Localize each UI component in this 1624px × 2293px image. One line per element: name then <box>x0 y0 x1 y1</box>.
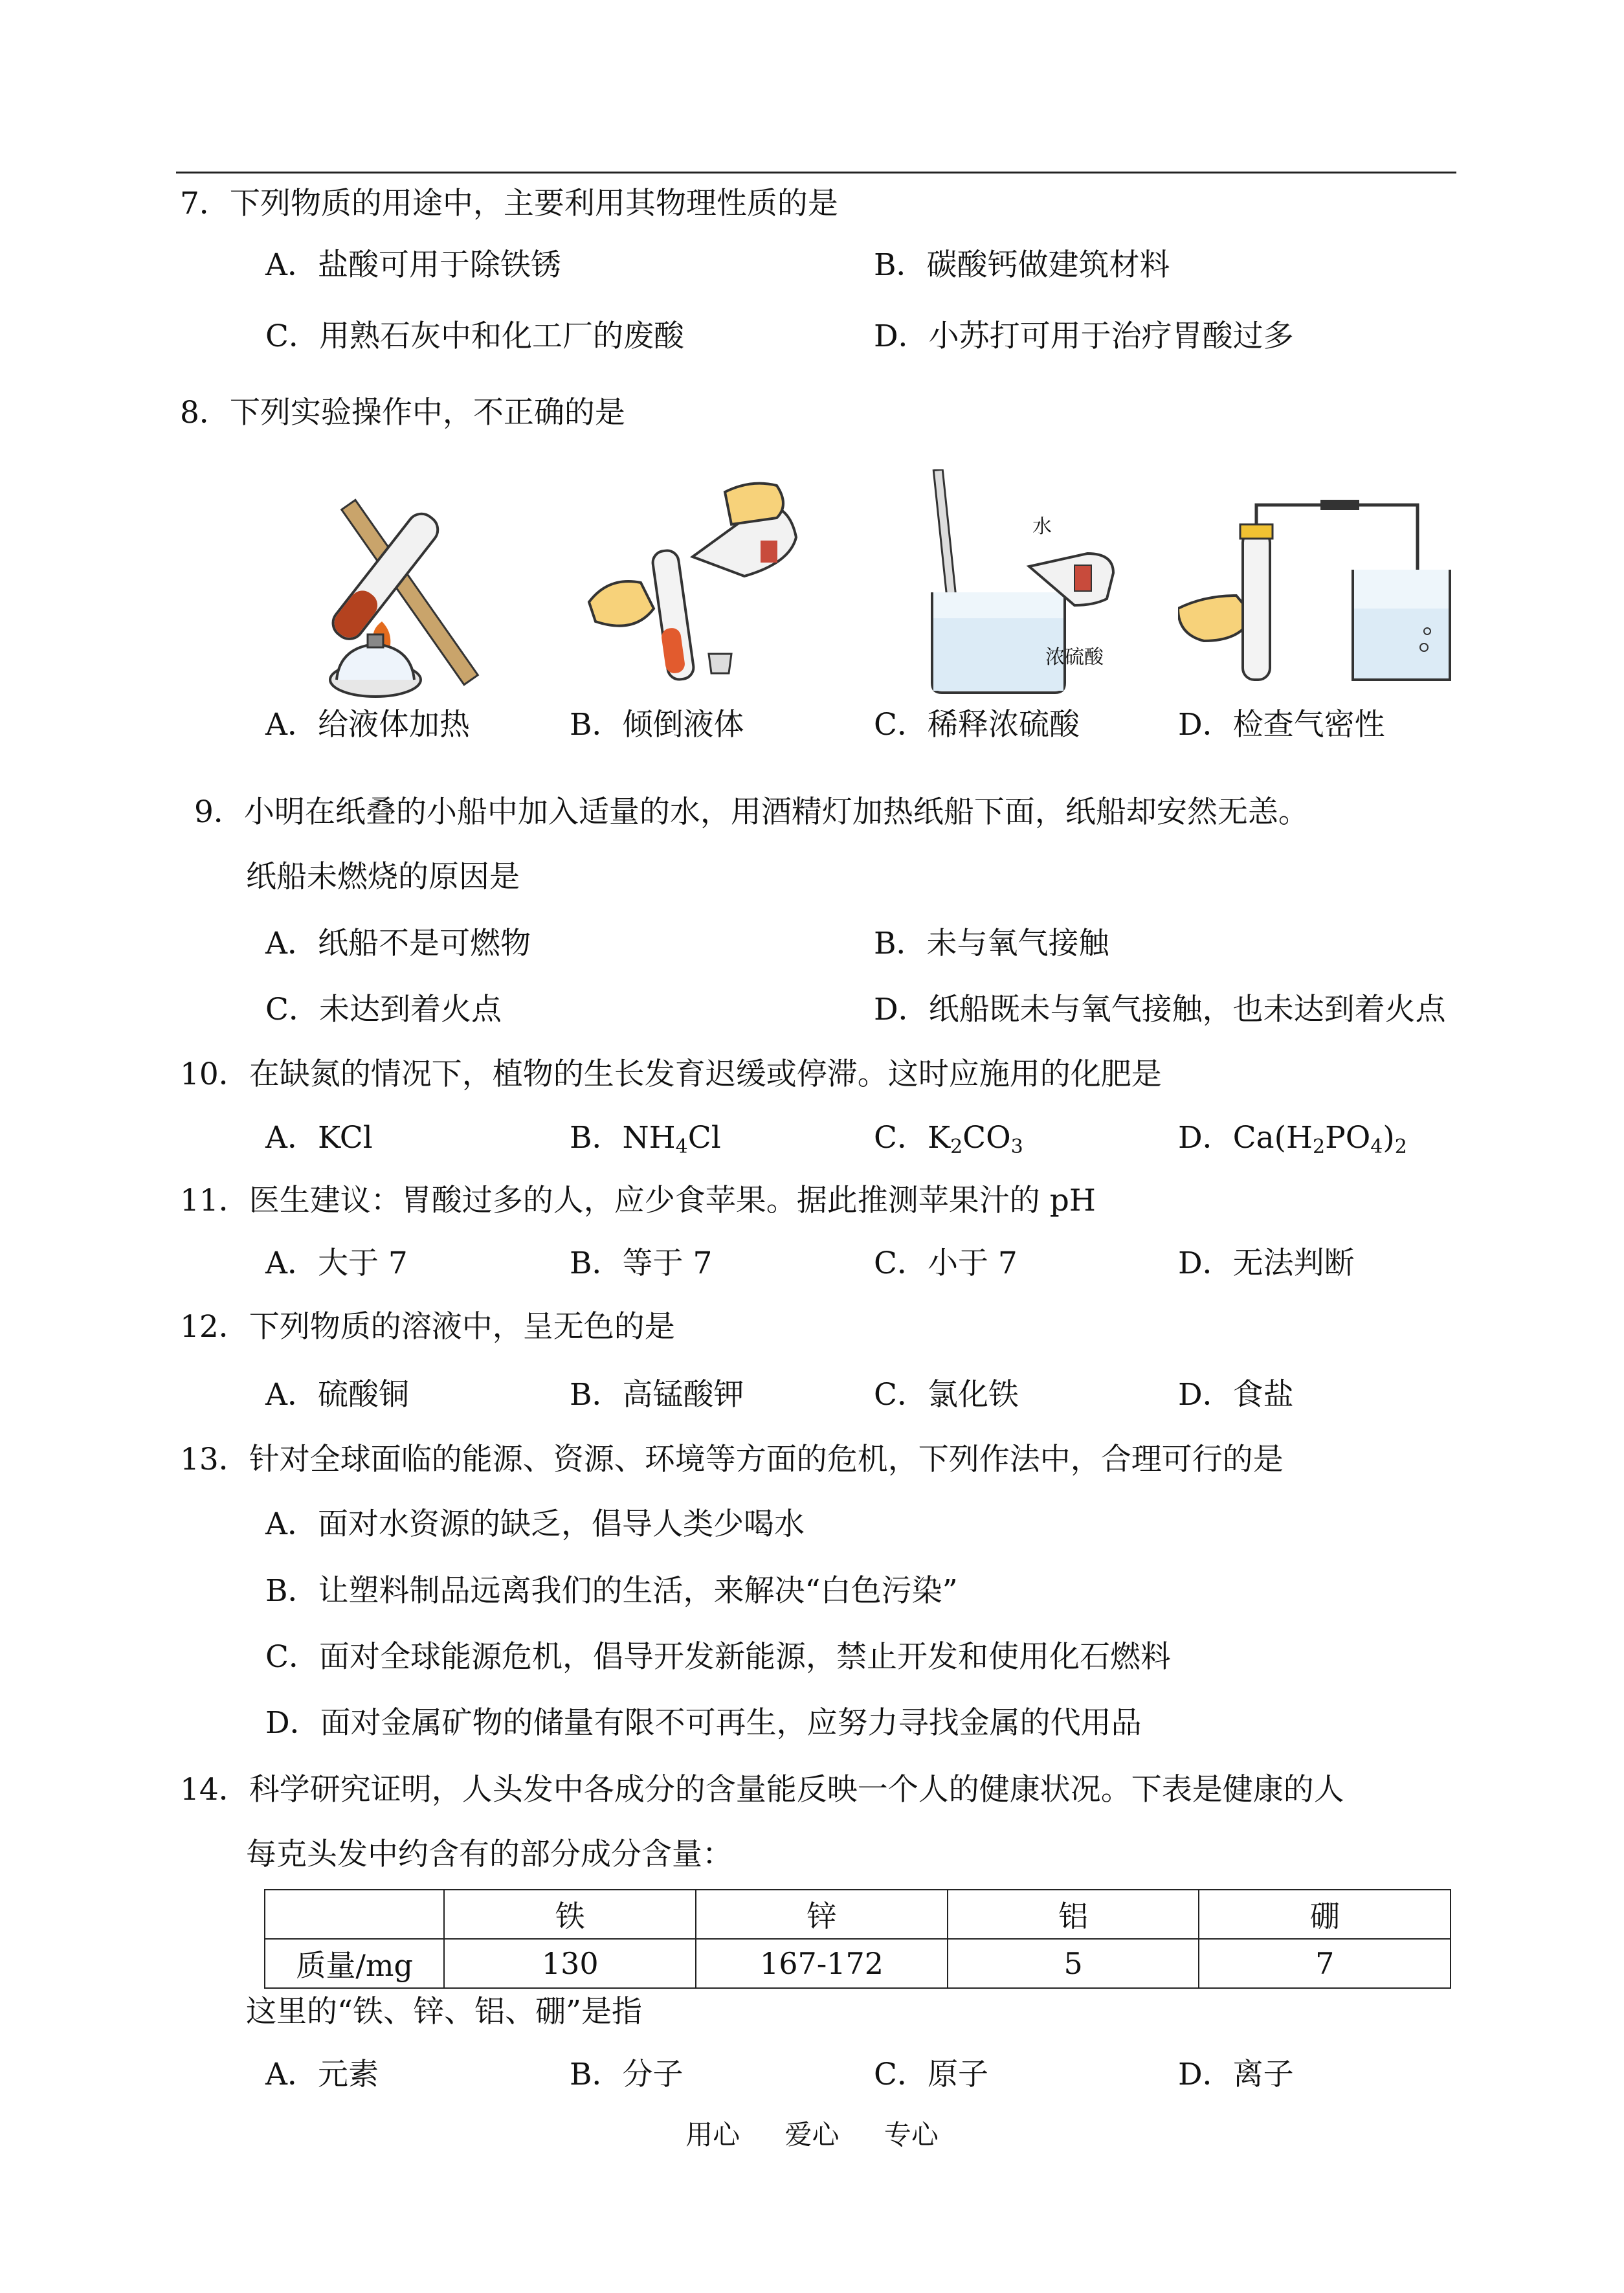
table-cell: 5 <box>948 1939 1199 1988</box>
q12-option-a: A．硫酸铜 <box>265 1377 409 1413</box>
q10-option-a: A．KCl <box>265 1120 373 1156</box>
q12-stem: 12．下列物质的溶液中，呈无色的是 <box>180 1309 675 1345</box>
footer-text: 用心 <box>685 2119 740 2151</box>
q7-option-c: C．用熟石灰中和化工厂的废酸 <box>265 319 684 354</box>
q9-option-d: D．纸船既未与氧气接触，也未达到着火点 <box>874 992 1446 1027</box>
footer-text: 专心 <box>884 2119 939 2151</box>
q10-option-d: D．$Ca(H_2PO_4)_2$ <box>1178 1120 1407 1158</box>
q7-option-a: A．盐酸可用于除铁锈 <box>265 247 561 283</box>
q12-option-d: D．食盐 <box>1178 1377 1294 1413</box>
q11-stem: 11．医生建议：胃酸过多的人，应少食苹果。据此推测苹果汁的 pH <box>180 1183 1096 1218</box>
page-footer <box>0 2117 1624 2153</box>
q9-option-b: B．未与氧气接触 <box>874 926 1109 961</box>
q7-stem: 7．下列物质的用途中，主要利用其物理性质的是 <box>180 186 838 221</box>
q8-option-c: C．稀释浓硫酸 <box>874 707 1080 743</box>
q13-option-b: B．让塑料制品远离我们的生活，来解决“白色污染” <box>265 1573 958 1609</box>
diluting-acid-illustration <box>919 469 1126 696</box>
table-cell: 铝 <box>948 1890 1199 1939</box>
airtightness-illustration <box>1178 492 1456 686</box>
header-rule <box>176 172 1456 173</box>
q13-option-d: D．面对金属矿物的储量有限不可再生，应努力寻找金属的代用品 <box>265 1705 1142 1741</box>
q14-stem-line2: 每克头发中约含有的部分成分含量： <box>246 1837 733 1872</box>
q14-option-c: C．原子 <box>874 2057 988 2092</box>
q14-stem-line1: 14．科学研究证明，人头发中各成分的含量能反映一个人的健康状况。下表是健康的人 <box>180 1772 1344 1807</box>
table-row <box>265 1939 1451 1988</box>
q9-option-a: A．纸船不是可燃物 <box>265 926 531 961</box>
q10-option-c: C．$K_2CO_3$ <box>874 1120 1023 1158</box>
q13-option-c: C．面对全球能源危机，倡导开发新能源，禁止开发和使用化石燃料 <box>265 1639 1171 1675</box>
q9-option-c: C．未达到着火点 <box>265 992 502 1027</box>
q8-option-a: A．给液体加热 <box>265 707 470 743</box>
q13-stem: 13．针对全球面临的能源、资源、环境等方面的危机，下列作法中，合理可行的是 <box>180 1442 1284 1477</box>
q13-option-a: A．面对水资源的缺乏，倡导人类少喝水 <box>265 1506 805 1542</box>
hair-composition-table <box>264 1889 1451 1989</box>
heating-liquid-illustration <box>304 479 518 699</box>
table-header-row <box>265 1890 1451 1939</box>
table-cell: 硼 <box>1199 1890 1451 1939</box>
q7-option-d: D．小苏打可用于治疗胃酸过多 <box>874 319 1294 354</box>
table-cell: 质量/mg <box>265 1939 444 1988</box>
q12-option-c: C．氯化铁 <box>874 1377 1019 1413</box>
q14-option-d: D．离子 <box>1178 2057 1294 2092</box>
table-cell: 167-172 <box>696 1939 948 1988</box>
table-cell <box>265 1890 444 1939</box>
water-label: 水 <box>1032 515 1052 538</box>
q8-option-d: D．检查气密性 <box>1178 707 1385 743</box>
q8-stem: 8．下列实验操作中，不正确的是 <box>180 395 625 431</box>
q11-option-a: A．大于 7 <box>265 1246 408 1281</box>
q14-option-b: B．分子 <box>570 2057 684 2092</box>
q9-stem-line2: 纸船未燃烧的原因是 <box>246 859 520 895</box>
q8-option-b: B．倾倒液体 <box>570 707 744 743</box>
q7-option-b: B．碳酸钙做建筑材料 <box>874 247 1170 283</box>
table-cell: 铁 <box>444 1890 696 1939</box>
conc-acid-label: 浓硫酸 <box>1045 646 1104 669</box>
q11-option-d: D．无法判断 <box>1178 1246 1355 1281</box>
q14-stem-line3: 这里的“铁、锌、铝、硼”是指 <box>246 1994 643 2030</box>
q9-stem-line1: 9．小明在纸叠的小船中加入适量的水，用酒精灯加热纸船下面，纸船却安然无恙。 <box>194 794 1309 830</box>
q10-option-b: B．$NH_4Cl$ <box>570 1120 721 1158</box>
q11-option-b: B．等于 7 <box>570 1246 713 1281</box>
pouring-liquid-illustration <box>583 479 803 686</box>
q11-option-c: C．小于 7 <box>874 1246 1018 1281</box>
q10-stem: 10．在缺氮的情况下，植物的生长发育迟缓或停滞。这时应施用的化肥是 <box>180 1057 1162 1092</box>
q12-option-b: B．高锰酸钾 <box>570 1377 744 1413</box>
footer-text: 爱心 <box>784 2119 840 2151</box>
table-cell: 7 <box>1199 1939 1451 1988</box>
table-cell: 130 <box>444 1939 696 1988</box>
table-cell: 锌 <box>696 1890 948 1939</box>
q14-option-a: A．元素 <box>265 2057 379 2092</box>
